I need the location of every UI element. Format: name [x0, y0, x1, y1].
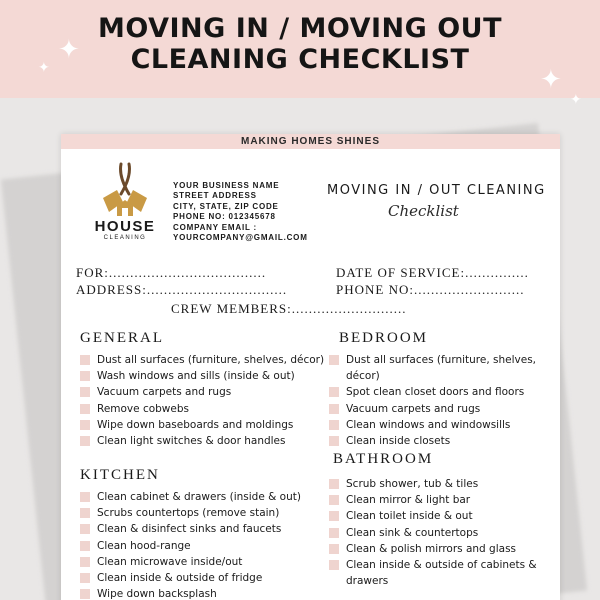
checkbox[interactable] — [80, 524, 90, 534]
banner-title-line-1: MOVING IN / MOVING OUT — [98, 13, 502, 44]
checkbox[interactable] — [80, 508, 90, 518]
checkbox[interactable] — [329, 544, 339, 554]
checklist-sheet — [61, 134, 560, 600]
business-name: YOUR BUSINESS NAME — [173, 181, 280, 190]
section-title-kitchen: KITCHEN — [80, 467, 160, 483]
list-item: Dust all surfaces (furniture, shelves, décor) — [80, 352, 324, 368]
list-item: Spot clean closet doors and floors — [329, 384, 560, 400]
list-item: Wash windows and sills (inside & out) — [80, 368, 324, 384]
checkbox[interactable] — [80, 436, 90, 446]
list-item: Scrubs countertops (remove stain) — [80, 505, 301, 521]
document-subtitle: Checklist — [388, 202, 459, 220]
banner — [0, 0, 600, 98]
tagline: MAKING HOMES SHINES — [61, 134, 560, 149]
list-item: Dust all surfaces (furniture, shelves, décor) — [329, 352, 560, 384]
sparkle-icon: ✦ — [38, 59, 50, 75]
field-date: DATE OF SERVICE:............... — [336, 265, 529, 280]
list-item: Wipe down backsplash — [80, 586, 301, 600]
field-crew: CREW MEMBERS:........................... — [171, 301, 407, 316]
list-item-continued: drawers — [346, 575, 389, 588]
logo-subtitle: CLEANING — [103, 235, 147, 241]
list-item: Remove cobwebs — [80, 401, 324, 417]
list-item: Clean sink & countertops — [329, 525, 537, 541]
list-item: Clean windows and windowsills — [329, 417, 560, 433]
list-item: Wipe down baseboards and moldings — [80, 417, 324, 433]
list-item: Clean cabinet & drawers (inside & out) — [80, 489, 301, 505]
checkbox[interactable] — [329, 420, 339, 430]
sparkle-icon: ✦ — [58, 34, 80, 64]
checkbox[interactable] — [329, 528, 339, 538]
checkbox[interactable] — [80, 420, 90, 430]
checkbox[interactable] — [80, 492, 90, 502]
list-item: Clean microwave inside/out — [80, 554, 301, 570]
list-item: Clean inside closets — [329, 433, 560, 449]
checkbox[interactable] — [80, 573, 90, 583]
banner-title-line-2: CLEANING CHECKLIST — [130, 44, 470, 75]
list-general — [80, 352, 324, 449]
list-item: Scrub shower, tub & tiles — [329, 476, 537, 492]
checkbox[interactable] — [329, 436, 339, 446]
list-item: Clean inside & outside of cabinets & — [329, 557, 537, 573]
checkbox[interactable] — [329, 479, 339, 489]
sparkle-icon: ✦ — [570, 91, 582, 107]
checkbox[interactable] — [80, 541, 90, 551]
checkbox[interactable] — [329, 404, 339, 414]
logo — [90, 162, 160, 241]
crossed-brooms-house-icon — [95, 162, 155, 220]
checkbox[interactable] — [329, 387, 339, 397]
checkbox[interactable] — [329, 560, 339, 570]
list-item: Clean light switches & door handles — [80, 433, 324, 449]
list-item: Clean hood-range — [80, 538, 301, 554]
section-title-general: GENERAL — [80, 330, 164, 346]
business-info — [173, 181, 308, 243]
list-kitchen — [80, 489, 301, 600]
logo-name: HOUSE — [94, 218, 156, 235]
field-phone: PHONE NO:.......................... — [336, 282, 525, 297]
list-item: Vacuum carpets and rugs — [329, 401, 560, 417]
business-phone: PHONE NO: 012345678 — [173, 212, 276, 222]
checkbox[interactable] — [80, 557, 90, 567]
checkbox[interactable] — [80, 355, 90, 365]
list-bathroom — [329, 476, 537, 589]
list-item: Clean toilet inside & out — [329, 508, 537, 524]
list-item: Vacuum carpets and rugs — [80, 384, 324, 400]
business-email: YOURCOMPANY@GMAIL.COM — [173, 233, 308, 243]
document-title: MOVING IN / OUT CLEANING — [327, 183, 546, 198]
checkbox[interactable] — [80, 371, 90, 381]
list-item: Clean & disinfect sinks and faucets — [80, 521, 301, 537]
business-email-label: COMPANY EMAIL : — [173, 222, 258, 232]
field-address: ADDRESS:................................. — [76, 282, 288, 297]
business-city: CITY, STATE, ZIP CODE — [173, 201, 279, 211]
section-title-bedroom: BEDROOM — [339, 330, 429, 346]
checkbox[interactable] — [80, 387, 90, 397]
checkbox[interactable] — [80, 404, 90, 414]
list-bedroom — [329, 352, 560, 449]
sparkle-icon: ✦ — [540, 64, 562, 94]
field-for: FOR:..................................... — [76, 265, 267, 280]
section-title-bathroom: BATHROOM — [333, 451, 434, 467]
checkbox[interactable] — [329, 495, 339, 505]
business-street: STREET ADDRESS — [173, 191, 257, 201]
list-item: Clean & polish mirrors and glass — [329, 541, 537, 557]
list-item: Clean inside & outside of fridge — [80, 570, 301, 586]
checkbox[interactable] — [80, 589, 90, 599]
checkbox[interactable] — [329, 355, 339, 365]
list-item: Clean mirror & light bar — [329, 492, 537, 508]
checkbox[interactable] — [329, 511, 339, 521]
